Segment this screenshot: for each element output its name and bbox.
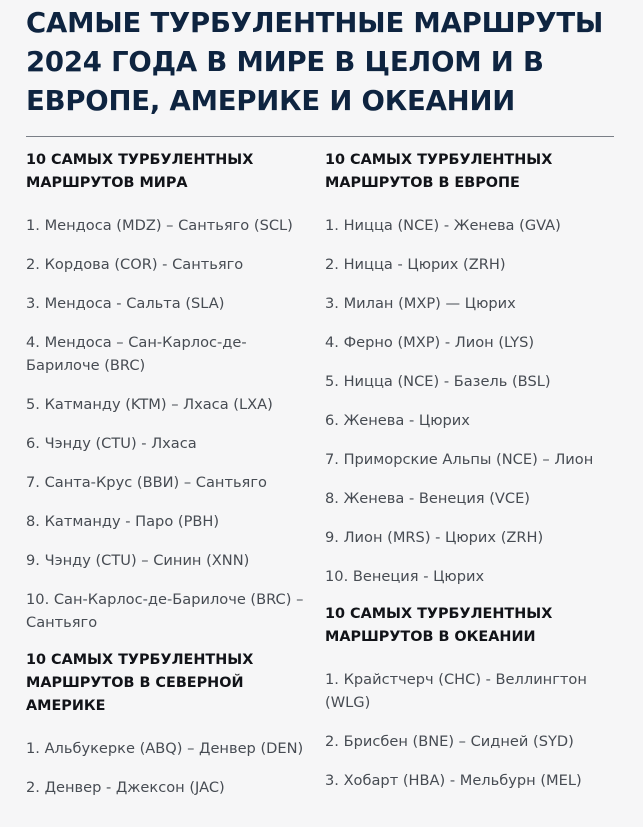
list-item: 3. Мендоса - Сальта (SLA) xyxy=(26,295,225,312)
list-item: 1. Крайстчерч (CHC) - Веллингтон (WLG) xyxy=(325,671,587,711)
list-item: 8. Женева - Венеция (VCE) xyxy=(325,490,530,507)
list-item: 6. Чэнду (CTU) - Лхаса xyxy=(26,435,197,452)
section-heading-north-america: 10 САМЫХ ТУРБУЛЕНТНЫХ МАРШРУТОВ В СЕВЕРНОЙ АМЕРИКЕ xyxy=(26,652,254,714)
route-list-oceania xyxy=(325,668,616,792)
list-item: 4. Ферно (MXP) - Лион (LYS) xyxy=(325,334,535,351)
list-item: 4. Мендоса – Сан-Карлос-де-Барилоче (BRC) xyxy=(26,334,247,374)
section-europe xyxy=(325,149,616,588)
section-heading-oceania: 10 САМЫХ ТУРБУЛЕНТНЫХ МАРШРУТОВ В ОКЕАНИИ xyxy=(325,606,553,645)
list-item: 2. Брисбен (BNE) – Сидней (SYD) xyxy=(325,733,574,750)
list-item: 9. Лион (MRS) - Цюрих (ZRH) xyxy=(325,529,544,546)
right-column xyxy=(325,149,616,792)
article xyxy=(26,4,616,796)
route-list-north-america xyxy=(26,737,318,799)
list-item: 2. Кордова (COR) - Сантьяго xyxy=(26,256,244,273)
title-divider xyxy=(26,136,614,137)
section-oceania xyxy=(325,603,616,792)
list-item: 8. Катманду - Паро (PBH) xyxy=(26,513,220,530)
list-item: 2. Ницца - Цюрих (ZRH) xyxy=(325,256,506,273)
left-column xyxy=(26,149,318,799)
section-heading-world: 10 САМЫХ ТУРБУЛЕНТНЫХ МАРШРУТОВ МИРА xyxy=(26,152,254,191)
list-item: 3. Милан (MXP) — Цюрих xyxy=(325,295,516,312)
list-item: 1. Альбукерке (ABQ) – Денвер (DEN) xyxy=(26,740,304,757)
section-world xyxy=(26,149,318,634)
route-list-world xyxy=(26,214,318,634)
section-heading-europe: 10 САМЫХ ТУРБУЛЕНТНЫХ МАРШРУТОВ В ЕВРОПЕ xyxy=(325,152,553,191)
list-item: 10. Венеция - Цюрих xyxy=(325,568,485,585)
list-item: 6. Женева - Цюрих xyxy=(325,412,470,429)
list-item: 10. Сан-Карлос-де-Барилоче (BRC) – Сантьяго xyxy=(26,591,304,631)
page-title: САМЫЕ ТУРБУЛЕНТНЫЕ МАРШРУТЫ 2024 ГОДА В МИРЕ В ЦЕЛОМ И В ЕВРОПЕ, АМЕРИКЕ И ОКЕАНИИ xyxy=(26,7,604,117)
list-item: 1. Ницца (NCE) - Женева (GVA) xyxy=(325,217,561,234)
list-item: 5. Катманду (KTM) – Лхаса (LXA) xyxy=(26,396,273,413)
section-north-america xyxy=(26,649,318,799)
list-item: 9. Чэнду (CTU) – Синин (XNN) xyxy=(26,552,250,569)
route-list-europe xyxy=(325,214,616,588)
list-item: 5. Ницца (NCE) - Базель (BSL) xyxy=(325,373,551,390)
list-item: 7. Приморские Альпы (NCE) – Лион xyxy=(325,451,594,468)
list-item: 7. Санта-Крус (BBИ) – Сантьяго xyxy=(26,474,267,491)
list-item: 2. Денвер - Джексон (JAC) xyxy=(26,779,225,796)
list-item: 3. Хобарт (HBA) - Мельбурн (MEL) xyxy=(325,772,582,789)
list-item: 1. Мендоса (MDZ) – Сантьяго (SCL) xyxy=(26,217,293,234)
